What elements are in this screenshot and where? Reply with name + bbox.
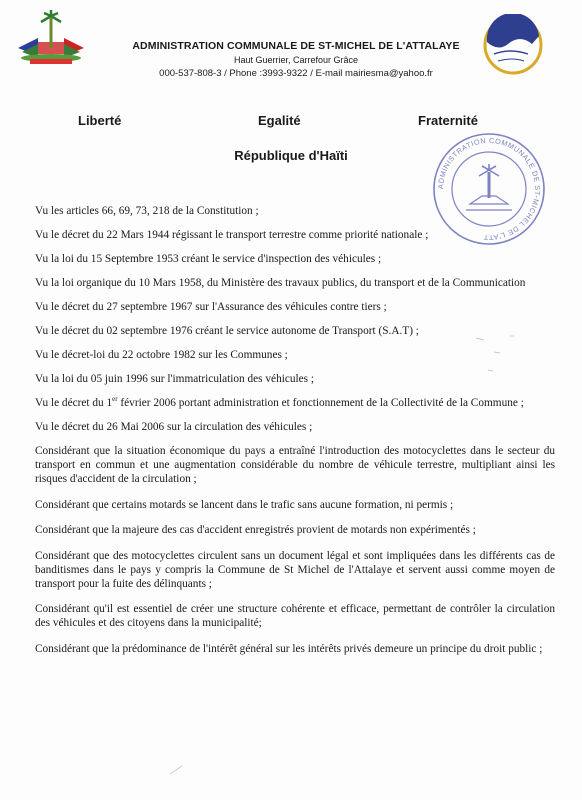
paragraph-considerant-economie: Considérant que la situation économique du pays a entraîné l'introduction des motocyclettes dans le secteur du transport en commun et une augmentation considérable du nombre de véhicule terrestre, multipliant ainsi les risques d'accident de la circulation ; [35,445,555,485]
header-title: ADMINISTRATION COMMUNALE DE ST-MICHEL DE L'ATTALAYE [132,40,460,52]
paragraph-considerant-structure: Considérant qu'il est essentiel de créer une structure cohérente et efficace, permettant de contrôler la circulation des véhicules et des citoyens dans la municipalité; [35,603,555,629]
republic-heading: République d'Haïti [234,148,348,163]
paragraph-considerant-accidents: Considérant que la majeure des cas d'accident enregistrés provient de motards non expérimentés ; [35,524,476,536]
document-body [35,204,555,667]
scan-marks-icon [470,330,530,390]
paragraph-decret-1944: Vu le décret du 22 Mars 1944 régissant le transport terrestre comme priorité nationale ; [35,229,429,241]
paragraph-loi-1996: Vu la loi du 05 juin 1996 sur l'immatriculation des véhicules ; [35,373,315,385]
paragraph-decret-2006-feb: Vu le décret du 1er février 2006 portant administration et fonctionnement de la Collectivité de la Commune ; [35,395,524,409]
paragraph-constitution: Vu les articles 66, 69, 73, 218 de la Constitution ; [35,205,259,217]
paragraph-decret-2006-mai: Vu le décret du 26 Mai 2006 sur la circulation des véhicules ; [35,421,313,433]
paragraph-considerant-interet: Considérant que la prédominance de l'intérêt général sur les intérêts privés demeure un principe du droit public ; [35,642,543,655]
motto-liberte: Liberté [78,113,122,128]
paragraph-decret-1976: Vu le décret du 02 septembre 1976 créant le service autonome de Transport (S.A.T) ; [35,325,419,337]
paragraph-loi-1953: Vu la loi du 15 Septembre 1953 créant le service d'inspection des véhicules ; [35,253,382,265]
paragraph-considerant-formation: Considérant que certains motards se lancent dans le trafic sans aucune formation, ni permis ; [35,498,454,511]
paragraph-decret-1967: Vu le décret du 27 septembre 1967 sur l'Assurance des véhicules contre tiers ; [35,301,387,313]
motto-egalite: Egalité [258,113,301,128]
scan-mark-bottom-icon [168,762,188,778]
paragraph-decret-1982: Vu le décret-loi du 22 octobre 1982 sur les Communes ; [35,349,288,361]
motto-fraternite: Fraternité [418,113,478,128]
paragraph-considerant-banditisme: Considérant que des motocyclettes circulent sans un document légal et sont impliquées dans les différents cas de banditismes dans le pays y compris la Commune de St Michel de l'Attalaye et servent aussi comme moyen de transport pour la fuite des délinquants ; [35,549,555,590]
header-address: Haut Guerrier, Carrefour Grâce [233,55,359,65]
haiti-coat-of-arms-icon [14,8,88,64]
paragraph-loi-1958: Vu la loi organique du 10 Mars 1958, du Ministère des travaux publics, du transport et de la Communication [35,277,526,289]
header-contact: 000-537-808-3 / Phone :3993-9322 / E-mail mairiesma@yahoo.fr [159,68,433,79]
stamp-text: ADMINISTRATION COMMUNALE DE ST-MICHEL DE L'ATT [435,135,543,243]
